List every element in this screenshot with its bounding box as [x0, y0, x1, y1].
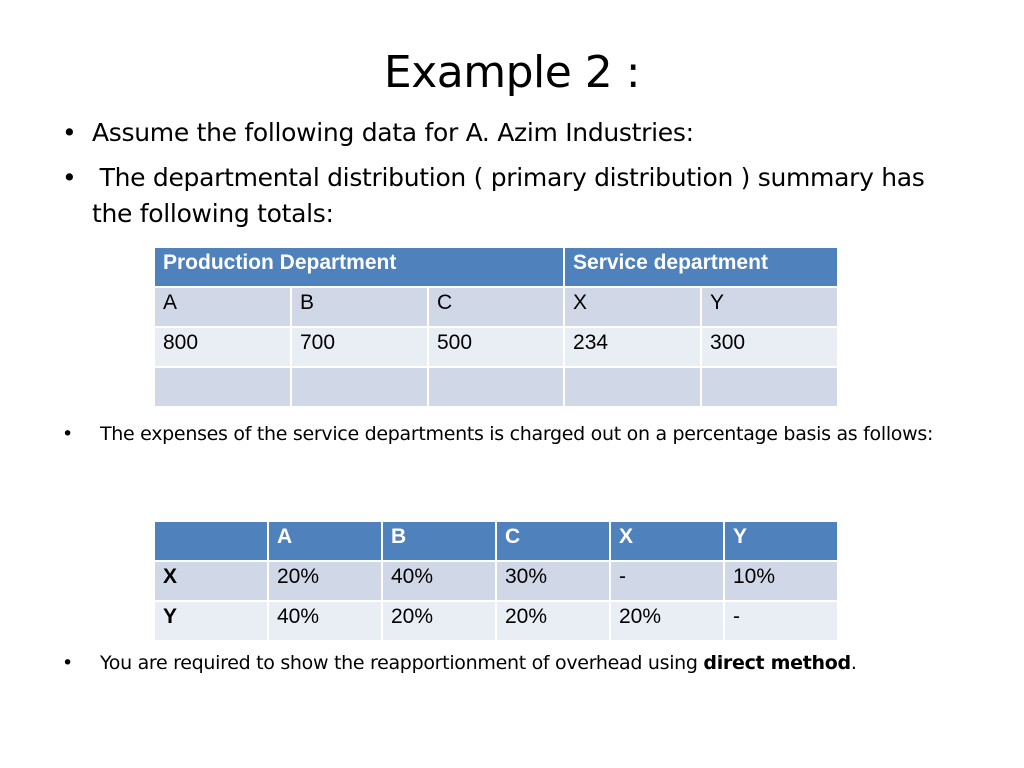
table-cell: 10% [724, 561, 838, 601]
table-cell: 40% [382, 561, 496, 601]
direct-method-emphasis: direct method [703, 652, 851, 674]
production-department-header: Production Department [154, 247, 564, 287]
table-cell [564, 367, 701, 407]
table-cell: B [291, 287, 428, 327]
service-department-header: Service department [564, 247, 838, 287]
table-cell [701, 367, 838, 407]
table-row [154, 561, 838, 601]
table-cell: C [428, 287, 564, 327]
bullet-text: The departmental distribution ( primary distribution ) summary has the following totals: [92, 163, 933, 228]
bullet-text [100, 650, 982, 677]
bullet-expenses-charged [62, 421, 962, 448]
table-cell: 800 [154, 327, 291, 367]
table-cell: 20% [610, 601, 724, 641]
slide-title: Example 2 : [383, 47, 641, 98]
bullet-departmental-distribution [62, 160, 962, 232]
bullet-dot-icon: • [62, 652, 73, 674]
table-cell: 300 [701, 327, 838, 367]
table-header-cell: X [610, 521, 724, 561]
table-row-empty [154, 367, 838, 407]
row-label: Y [154, 601, 268, 641]
table-cell [291, 367, 428, 407]
bullet-dot-icon: • [62, 163, 77, 192]
row-label: X [154, 561, 268, 601]
table-cell: - [724, 601, 838, 641]
bullet-text: Assume the following data for A. Azim Industries: [92, 118, 694, 147]
table-cell: 20% [268, 561, 382, 601]
table-cell: 40% [268, 601, 382, 641]
table-header-cell: C [496, 521, 610, 561]
table-row [154, 327, 838, 367]
bullet-dot-icon: • [62, 423, 73, 445]
bullet-text-suffix: . [850, 652, 857, 674]
table-header-cell: A [268, 521, 382, 561]
bullet-required-direct-method [62, 650, 982, 677]
table-cell: X [564, 287, 701, 327]
table-cell: 20% [496, 601, 610, 641]
service-percentage-table [153, 520, 839, 642]
primary-distribution-table [153, 246, 839, 408]
table-header-row [154, 521, 838, 561]
table-cell: A [154, 287, 291, 327]
bullet-dot-icon: • [62, 118, 77, 147]
bullet-text: The expenses of the service departments is charged out on a percentage basis as follows: [100, 423, 934, 445]
table-header-row [154, 247, 838, 287]
table-cell: 30% [496, 561, 610, 601]
table-cell: 234 [564, 327, 701, 367]
bullet-text-prefix: You are required to show the reapportionment of overhead using [100, 652, 704, 674]
bullet-assume-data [62, 115, 962, 151]
table-header-cell: B [382, 521, 496, 561]
table-cell [154, 367, 291, 407]
table-cell: Y [701, 287, 838, 327]
table-cell [428, 367, 564, 407]
table-row [154, 287, 838, 327]
table-cell: 20% [382, 601, 496, 641]
table-header-cell [154, 521, 268, 561]
table-cell: 700 [291, 327, 428, 367]
table-row [154, 601, 838, 641]
table-cell: 500 [428, 327, 564, 367]
table-cell: - [610, 561, 724, 601]
table-header-cell: Y [724, 521, 838, 561]
